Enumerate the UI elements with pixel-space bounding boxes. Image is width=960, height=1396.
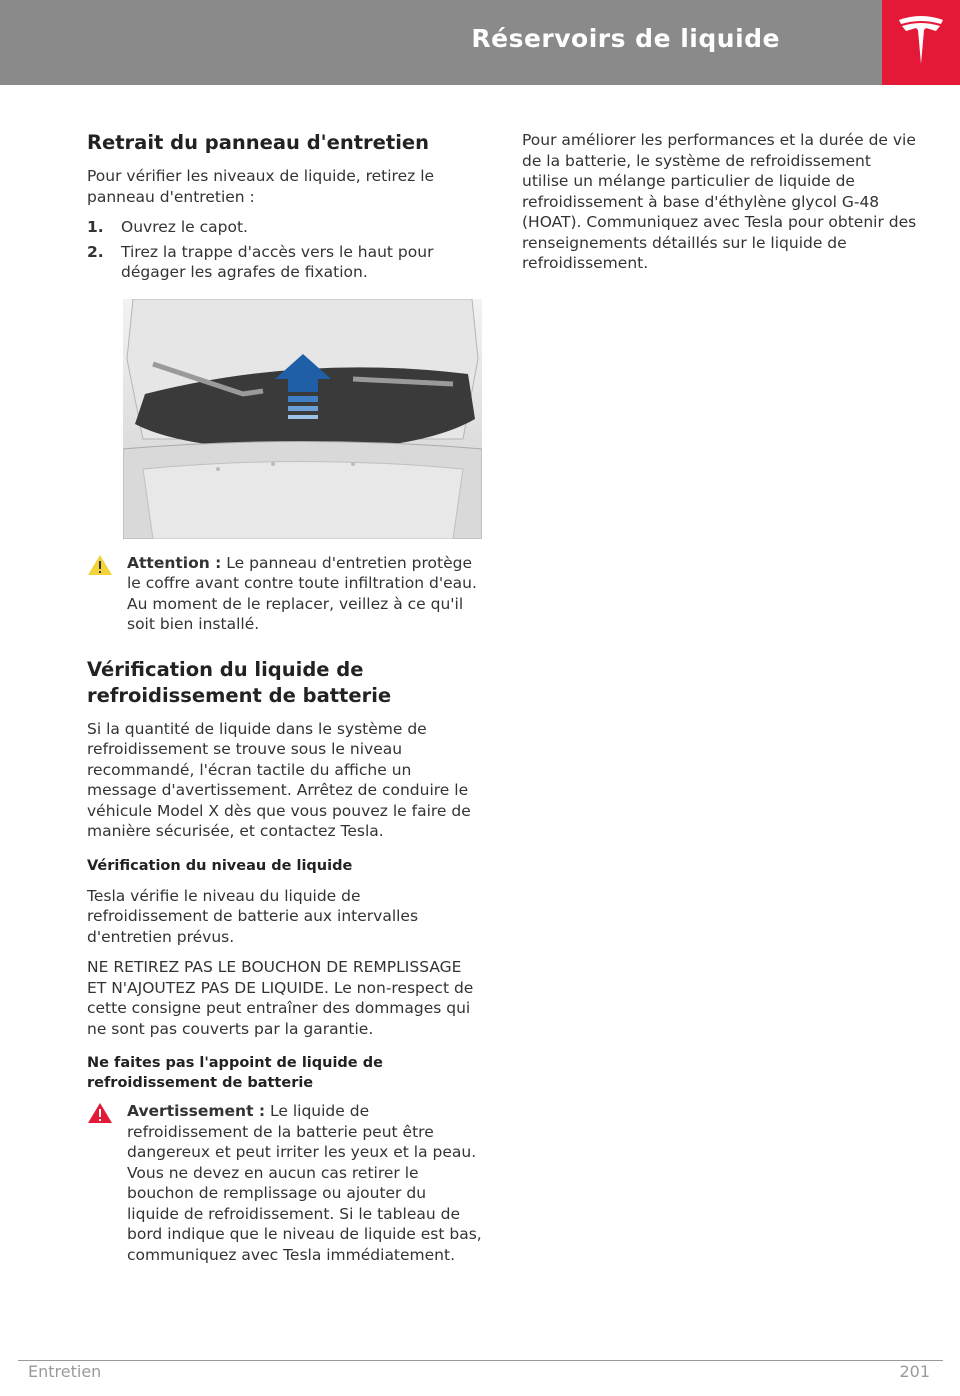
caution-label: Attention :	[127, 553, 222, 572]
footer-section: Entretien	[28, 1362, 102, 1381]
left-column	[87, 130, 482, 1265]
step-text: Tirez la trappe d'accès vers le haut pour dégager les agrafes de fixation.	[121, 242, 434, 281]
warning-triangle-icon	[87, 1102, 113, 1124]
tesla-logo-icon	[897, 14, 945, 68]
caution-triangle-icon	[87, 554, 113, 576]
list-item	[87, 242, 482, 283]
coolant-info-paragraph: Pour améliorer les performances et la durée de vie de la batterie, le système de refroidissement utilise un mélange particulier de liquide de refroidissement à base d'éthylène glycol G-48 (HOAT). Communiquez avec Tesla pour obtenir des renseignements détaillés sur le liquide de refroidissement.	[522, 131, 917, 272]
do-not-remove-paragraph: NE RETIREZ PAS LE BOUCHON DE REMPLISSAGE ET N'AJOUTEZ PAS DE LIQUIDE. Le non-respect de cette consigne peut entraîner des dommages qui ne sont pas couverts par la garantie.	[87, 958, 474, 1038]
intro-paragraph: Pour vérifier les niveaux de liquide, retirez le panneau d'entretien :	[87, 167, 435, 206]
caution-text: Le panneau d'entretien protège le coffre avant contre toute infiltration d'eau. Au moment de le replacer, veillez à ce qu'il soit bien installé.	[127, 553, 477, 633]
level-check-paragraph: Tesla vérifie le niveau du liquide de refroidissement de batterie aux intervalles d'entretien prévus.	[87, 886, 419, 946]
section-heading-coolant-check: Vérification du liquide de refroidissement de batterie	[87, 657, 392, 707]
step-text: Ouvrez le capot.	[121, 218, 248, 236]
footer-divider	[18, 1360, 943, 1361]
page-title: Réservoirs de liquide	[471, 24, 780, 53]
step-number: 2.	[87, 242, 104, 261]
warning-text: Le liquide de refroidissement de la batterie peut être dangereux et peut irriter les yeux et la peau. Vous ne devez en aucun cas retirer le bouchon de remplissage ou ajouter du liquide de refroidissement. Si le tableau de bord indique que le niveau de liquide est bas, communiquez avec Tesla immédiatement.	[127, 1102, 482, 1264]
warning-note	[87, 1101, 482, 1265]
subheading-do-not-top-up: Ne faites pas l'appoint de liquide de refroidissement de batterie	[87, 1055, 383, 1091]
list-item	[87, 217, 482, 238]
page-number: 201	[899, 1362, 930, 1381]
coolant-paragraph: Si la quantité de liquide dans le système de refroidissement se trouve sous le niveau recommandé, l'écran tactile du affiche un message d'avertissement. Arrêtez de conduire le véhicule Model X dès que vous pouvez le faire de manière sécurisée, et contactez Tesla.	[87, 719, 471, 840]
right-column	[522, 130, 922, 274]
step-number: 1.	[87, 218, 104, 236]
warning-label: Avertissement :	[127, 1102, 266, 1120]
section-heading-service-panel: Retrait du panneau d'entretien	[87, 131, 430, 154]
service-panel-illustration	[123, 299, 482, 539]
frunk-drawing	[123, 299, 482, 539]
page-header	[0, 0, 882, 85]
steps-list	[87, 217, 482, 283]
tesla-logo-box	[882, 0, 960, 85]
caution-note	[87, 553, 482, 635]
subheading-level-check: Vérification du niveau de liquide	[87, 857, 353, 874]
